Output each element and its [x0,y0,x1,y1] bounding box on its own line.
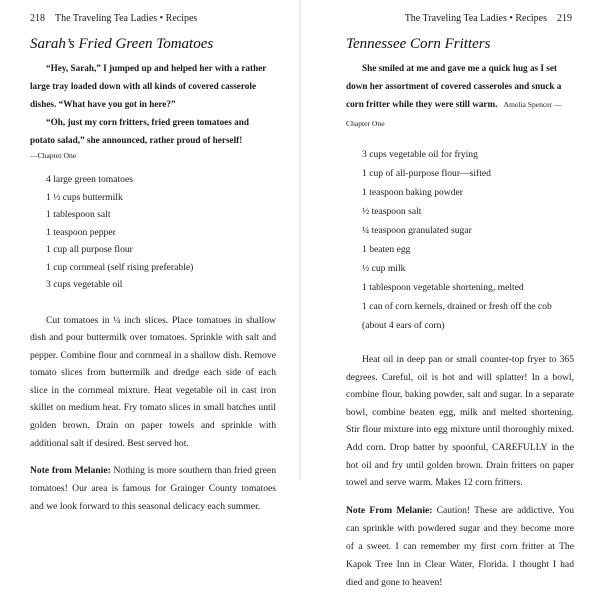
excerpt-quote-2: “Oh, just my corn fritters, fried green tomatoes and potato salad,” she announced, rather proud of herself! [30,117,249,145]
ingredient-item: 1 cup of all-purpose flour—sifted [362,168,491,179]
running-title: The Traveling Tea Ladies • Recipes [404,13,547,24]
ingredient-item: 1 tablespoon vegetable shortening, melted [362,282,524,293]
ingredient-list [362,145,574,335]
ingredient-item: 1 tablespoon salt [46,209,111,220]
page-number: 219 [557,13,572,24]
ingredient-item: ½ cup milk [362,263,406,274]
directions-paragraph: Heat oil in deep pan or small counter-top fryer to 365 degrees. Careful, oil is hot and will splatter! In a bowl, combine flour, baking powder, salt and sugar. In a separate bowl, combine beaten egg, milk and melted shortening. Stir flour mixture into egg mixture until thoroughly mixed. Add corn. Drop batter by spoonful, CAREFULLY in the hot oil and fry until golden brown. Drain fritters on paper towel and serve warm. Makes 12 corn fritters. [346,354,574,489]
ingredient-item: ½ teaspoon salt [362,206,422,217]
ingredient-list [46,171,276,294]
excerpt-quote-1: “Hey, Sarah,” I jumped up and helped her with a rather large tray loaded down with all kinds of covered casserole dishes. “What have you got in here?” [30,63,267,109]
directions-paragraph: Cut tomatoes in ¼ inch slices. Place tomatoes in shallow dish and pour buttermilk over tomatoes. Sprinkle with salt and pepper. Combine flour and cornmeal in a shallow dish. Remove tomato slices from buttermilk and dredge each side of each slice in the cornmeal mixture. Heat vegetable oil in cast iron skillet on medium heat. Fry tomato slices in small batches until golden brown. Drain on paper towels and sprinkle with additional salt if desired. Best served hot. [30,314,276,449]
melanie-note [346,502,574,592]
left-page [0,0,300,513]
ingredient-item: 1 teaspoon baking powder [362,187,463,198]
ingredient-item: 1 teaspoon pepper [46,226,116,238]
ingredient-item: 3 cups vegetable oil [46,279,123,290]
left-page-header [30,13,197,25]
recipe-title: Tennessee Corn Fritters [346,36,491,52]
ingredient-item: 1 beaten egg [362,244,411,255]
right-page [301,0,600,588]
page-number: 218 [30,13,45,24]
right-page-header [405,13,572,25]
ingredient-item: 3 cups vegetable oil for frying [362,149,478,160]
note-label: Note from Melanie: [30,465,111,477]
ingredient-item: 1 can of corn kernels, drained or fresh off the cob [362,301,552,312]
left-page-content [30,33,276,516]
note-label: Note From Melanie: [346,504,433,516]
melanie-note [30,462,276,516]
excerpt-quote [346,59,574,133]
note-text: Caution! These are addictive. You can sprinkle with powdered sugar and they become more of a sweet. I can remember my first corn fritter at The Kapok Tree Inn in Clear Water, Florida. I thought I had died and gone to heaven! [346,504,574,588]
chapter-attribution: Amelia Spencer —Chapter One [346,100,562,128]
running-title: The Traveling Tea Ladies • Recipes [55,13,198,24]
ingredient-item: ¼ teaspoon granulated sugar [362,225,472,236]
right-page-content [346,33,574,592]
chapter-attribution: —Chapter One [30,151,77,160]
ingredient-item: 1 ½ cups buttermilk [46,191,123,203]
ingredient-item: (about 4 ears of corn) [362,320,445,331]
ingredient-item: 1 cup all purpose flour [46,244,133,255]
recipe-title: Sarah’s Fried Green Tomatoes [30,36,214,52]
note-text: Nothing is more southern than fried green tomatoes! Our area is famous for Grainger County tomatoes and we look forward to this seasonal delicacy each summer. [30,465,276,513]
ingredient-item: 1 cup cornmeal (self rising preferable) [46,261,194,273]
ingredient-item: 4 large green tomatoes [46,174,133,185]
excerpt-quote-text: She smiled at me and gave me a quick hug as I set down her assortment of covered casseroles and snuck a corn fritter while they were still warm. [346,63,562,109]
